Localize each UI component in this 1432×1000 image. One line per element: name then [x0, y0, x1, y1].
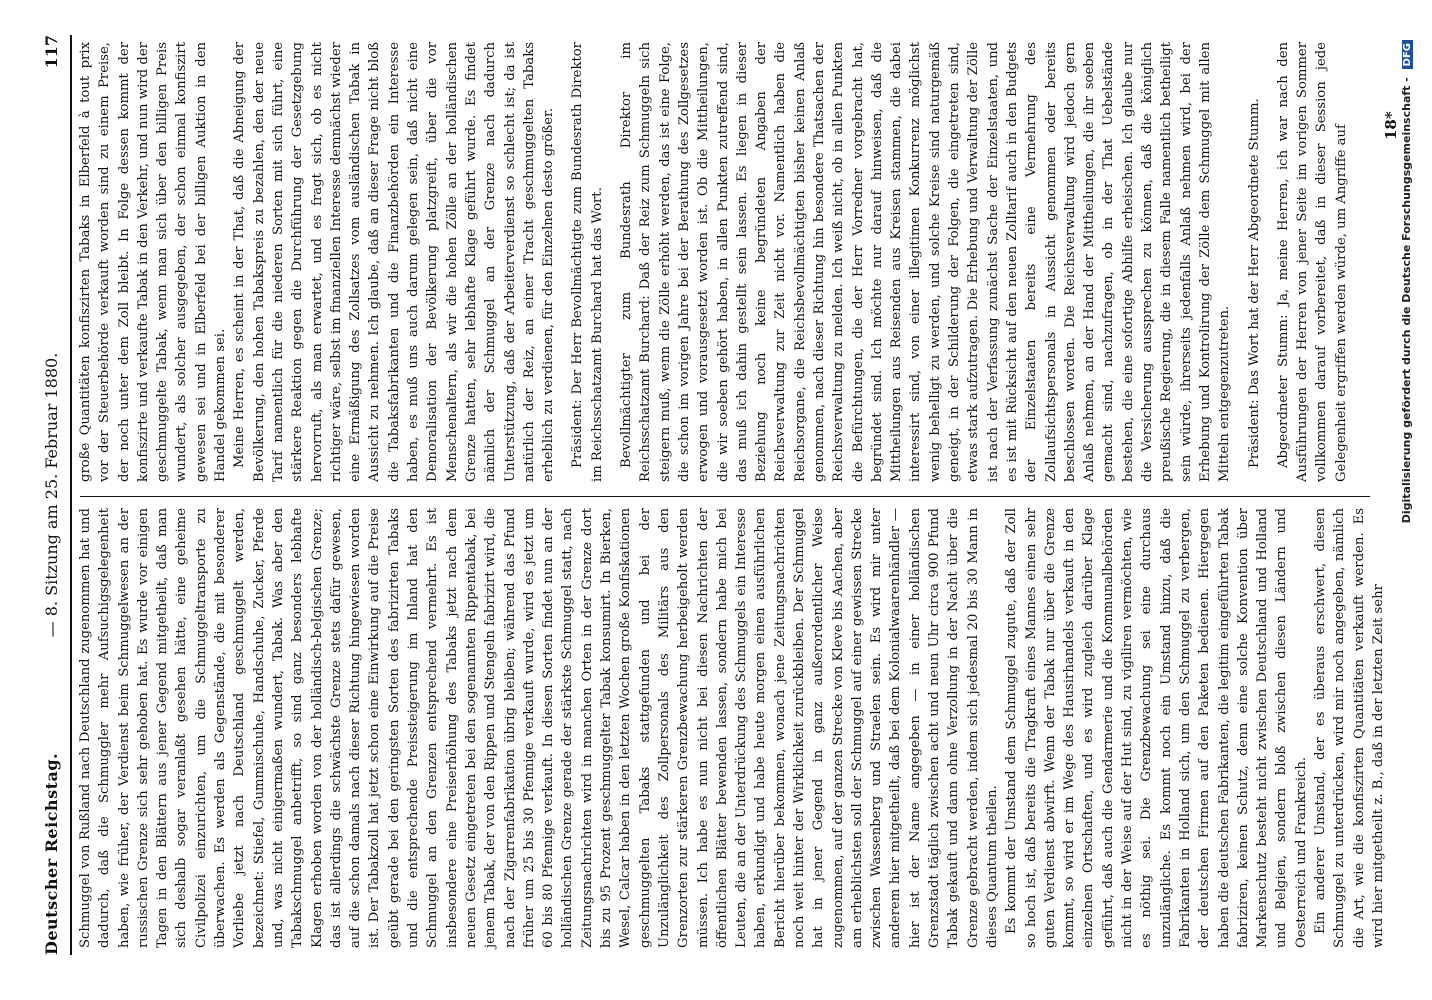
paragraph: Meine Herren, es scheint in der That, daß die Abneigung der Bevölkerung, den hohen Tabakspreis zu bezahlen, den der neue Tarif namentlich für die niederen Sorten mit sich führt, eine stärkere Reaktion gegen die Durchführung der Gesetzgebung hervorruft, als man erwartet, und es fragt sich, ob es nicht richtiger wäre, selbst im finanziellen Interesse demnächst wieder eine Ermäßigung des Zollsatzes vom ausländischen Tabak in Aussicht zu nehmen. Ich glaube, daß an dieser Frage nicht bloß die Tabaksfabrikanten und die Finanzbehörden ein Interesse haben, es muß uns auch darum gelegen sein, daß nicht eine Demoralisation der Bevölkerung platzgreift, über die vor Menschenaltern, als wir die hohen Zölle an der holländischen Grenze hatten, sehr lebhafte Klage geführt wurde. Es findet nämlich der Schmuggel an der Grenze nach dadurch Unterstützung, daß der Arbeiterverdienst so schlecht ist; da ist natürlich der Reiz, an einer Tracht geschmuggelten Tabaks erheblich zu verdienen, für den Einzelnen desto größer.	[232, 42, 557, 482]
paragraph: Abgeordneter Stumm: Ja, meine Herren, ich war nach den Ausführungen der Herren von jener Seite im vorigen Sommer vollkommen darauf vorbereitet, daß in dieser Session jede Gelegenheit ergriffen werden würde, um Angriffe auf	[1275, 42, 1349, 482]
header-title: Deutscher Reichstag.	[42, 752, 61, 955]
paragraph: Schmuggel von Rußland nach Deutschland zugenommen hat und dadurch, daß die Schmuggler mehr Aufsuchigsgelegenheit haben, wie früher, der Verdienst beim Schmuggelwesen an der russischen Grenze sich sehr gehoben hat. Es wurde vor einigen Tagen in den Blättern aus jener Gegend mitgetheilt, daß man sich deshalb sogar veranlaßt gesehen hätte, eine geheime Civilpolizei einzurichten, um die Schmuggeltransporte zu überwachen. Es werden als Gegenstände, die mit besonderer Vorliebe jetzt nach Deutschland geschmuggelt werden, bezeichnet: Stiefel, Gummischuhe, Handschuhe, Zucker, Pferde und, was nicht einigermaßen wundert, Tabak. Was aber den Tabakschmuggel anbetrifft, so sind ganz besonders lebhafte Klagen erhoben worden von der holländisch-belgischen Grenze; das ist allerdings die schwächste Grenze stets dafür gewesen, auf die schon damals nach dieser Richtung hingewiesen worden ist. Der Tabakzoll hat jetzt schon eine Einwirkung auf die Preise geübt gerade bei den geringsten Sorten des fabrizirten Tabaks und die entsprechende Preissteigerung im Inland hat den Schmuggel an den Grenzen entsprechend vermehrt. Es ist insbesondere eine Preiserhöhung des Tabaks jetzt nach dem neuen Gesetz eingetreten bei den sogenannten Rippentabak, bei jenem Tabak, der von den Rippen und Stengeln fabrizirt wird, die nach der Zigarrenfabrikation übrig bleiben; während das Pfund früher um 25 bis 30 Pfennige verkauft wurde, wird es jetzt um 60 bis 80 Pfennige verkauft. In diesen Sorten findet nun an der holländischen Grenze gerade der stärkste Schmuggel statt, nach Zeitungsnachrichten wird in manchen Orten in der Grenze dort bis zu 95 Prozent geschmuggelter Tabak konsumirt. In Bierken, Wesel, Calcar haben in den letzten Wochen große Konfiskationen geschmuggelten Tabaks stattgefunden und bei der Unzulänglichkeit des Zollpersonals des Militärs aus den Grenzorten zur stärkeren Grenzbewachung herbeigeholt werden müssen. Ich habe es nun nicht bei diesen Nachrichten der öffentlichen Blätter bewenden lassen, sondern habe mich bei Leuten, die an der Unterdrückung des Schmuggels ein Interesse haben, erkundigt und habe heute morgen einen ausführlichen Bericht hierüber bekommen, wonach jene Zeitungsnachrichten noch weit hinter der Wirklichkeit zurückbleiben. Der Schmuggel hat in jener Gegend in ganz außerordentlicher Weise zugenommen, auf der ganzen Strecke von Kleve bis Aachen, aber am erheblichsten soll der Schmuggel auf einer gewissen Strecke zwischen Wassenberg und Straelen sein. Es wird mir unter anderem hier mitgetheilt, daß bei dem Kolonialwaarenhändler — hier ist der Name angegeben — in einer holländischen Grenzstadt täglich zwischen acht und neun Uhr circa 900 Pfund Tabak gekauft und dann ohne Verzollung in der Nacht über die Grenze gebracht werden, indem sich jedesmal 20 bis 30 Mann in dieses Quantum theilen.	[78, 508, 1000, 948]
page-number: 117	[42, 35, 61, 69]
paragraph: Bevollmächtigter zum Bundesrath Direktor im Reichsschatzamt Burchard: Daß der Reiz zum Schmuggeln sich steigern muß, wenn die Zölle erhöht werden, das ist eine Folge, die schon im vorigen Jahre bei der Berathung des Zollgesetzes erwogen und vorausgesetzt worden ist. Ob die Mittheilungen, die wir soeben gehört haben, in allen Punkten zutreffend sind, das muß ich dahin gestellt sein lassen. Es liegen in dieser Beziehung noch keine begründeten Angaben der Reichsverwaltung zur Zeit nicht vor. Namentlich haben die Reichsorgane, die Reichsbevollmächtigten bisher keinen Anlaß genommen, nach dieser Richtung hin besondere Thatsachen der Reichsverwaltung zu melden. Ich weiß nicht, ob in allen Punkten die Befürchtungen, die der Herr Vorredner vorgebracht hat, begründet sind. Ich möchte nur darauf hinweisen, daß die Mittheilungen aus Reisenden aus Kreisen stammen, die dabei interessirt sind, von einer illegitimen Konkurrenz möglichst wenig behelligt zu werden, und solche Kreise sind naturgemäß geneigt, in der Schilderung der Folgen, die eingetreten sind, etwas stark aufzutragen. Die Erhebung und Verwaltung der Zölle ist nach der Verfassung zunächst Sache der Einzelstaaten, und es ist mit Rücksicht auf den neuen Zolltarif auch in den Budgets der Einzelstaaten bereits eine Vermehrung des Zollaufsichtspersonals in Aussicht genommen oder bereits beschlossen worden. Die Reichsverwaltung wird jedoch gern Anlaß nehmen, an der Hand der Mittheilungen, die ihr soeben gemacht sind, nachzufragen, ob in der That Uebelstände bestehen, die eine sofortige Abhilfe erheischen. Ich glaube nur die Versicherung aussprechen zu können, daß die königlich preußische Regierung, die in diesem Falle namentlich betheiligt sein würde, ihrerseits jedenfalls Anlaß nehmen wird, bei der Erhebung und Kontrolirung der Zölle dem Schmuggel mit allen Mitteln entgegenzutreten.	[619, 42, 1233, 482]
header-session: — 8. Sitzung am 25. Februar 1880.	[42, 352, 61, 638]
running-header	[30, 35, 70, 955]
digitization-credit	[1400, 40, 1413, 960]
paragraph: Präsident: Der Herr Bevollmächtigte zum Bundesrath Direktor im Reichsschatzamt Burchard hat das Wort.	[570, 42, 605, 482]
paragraph: Es kommt der Umstand dem Schmuggel zugute, daß der Zoll so hoch ist, daß bereits die Tragkraft eines Mannes einen sehr guten Verdienst abwirft. Wenn der Tabak nur über die Grenze kommt, so wird er im Wege des Hausirhandels verkauft in den einzelnen Ortschaften, und es wird zugleich darüber Klage geführt, daß auch die Gendarmerie und die Kommunalbehörden nicht in der Weise auf der Hut sind, zu vigiliren vermöchten, wie es nöthig sei. Die Grenzbewachung sei eine durchaus unzulängliche. Es kommt noch ein Umstand hinzu, daß die Fabrikanten in Holland sich, um den Schmuggel zu verbergen, der deutschen Firmen auf den Paketen bedienen. Hiergegen haben die deutschen Fabrikanten, die legitim eingeführten Tabak fabriziren, keinen Schutz, denn eine solche Konvention über Markenschutz besteht nicht zwischen Deutschland und Holland und Belgien, sondern bloß zwischen diesen Ländern und Oesterreich und Frankreich.	[1004, 508, 1309, 948]
signature-mark: 18*	[1382, 111, 1400, 140]
paragraph: große Quantitäten konfiszirten Tabaks in Elberfeld à tout prix vor der Steuerbehörde verkauft worden sind zu einem Preise, der noch unter dem Zoll bleibt. In Folge dessen kommt der konfiszirte und verkaufte Tabak in den Verkehr, und nun wird der geschmuggelte Tabak, wenn man sich über den billigen Preis wundert, als solcher ausgegeben, der schon einmal konfiszirt gewesen sei und in Elberfeld bei der billigen Auktion in den Handel gekommen sei.	[78, 42, 229, 482]
paragraph: Ein anderer Umstand, der es überaus erschwert, diesen Schmuggel zu unterdrücken, wird mir noch angegeben, nämlich die Art, wie die konfiszirten Quantitäten verkauft werden. Es wird hier mitgetheilt z. B., daß in der letzten Zeit sehr	[1313, 508, 1386, 948]
dfg-logo: DFG	[1402, 40, 1413, 69]
credit-text: Digitalisierung gefördert durch die Deutsche Forschungsgemeinschaft -	[1400, 77, 1413, 524]
paragraph: Präsident: Das Wort hat der Herr Abgeordnete Stumm.	[1246, 98, 1262, 468]
column-divider	[80, 496, 1370, 497]
header-rule	[70, 35, 72, 955]
left-column	[76, 508, 1388, 948]
right-column	[76, 42, 1351, 482]
